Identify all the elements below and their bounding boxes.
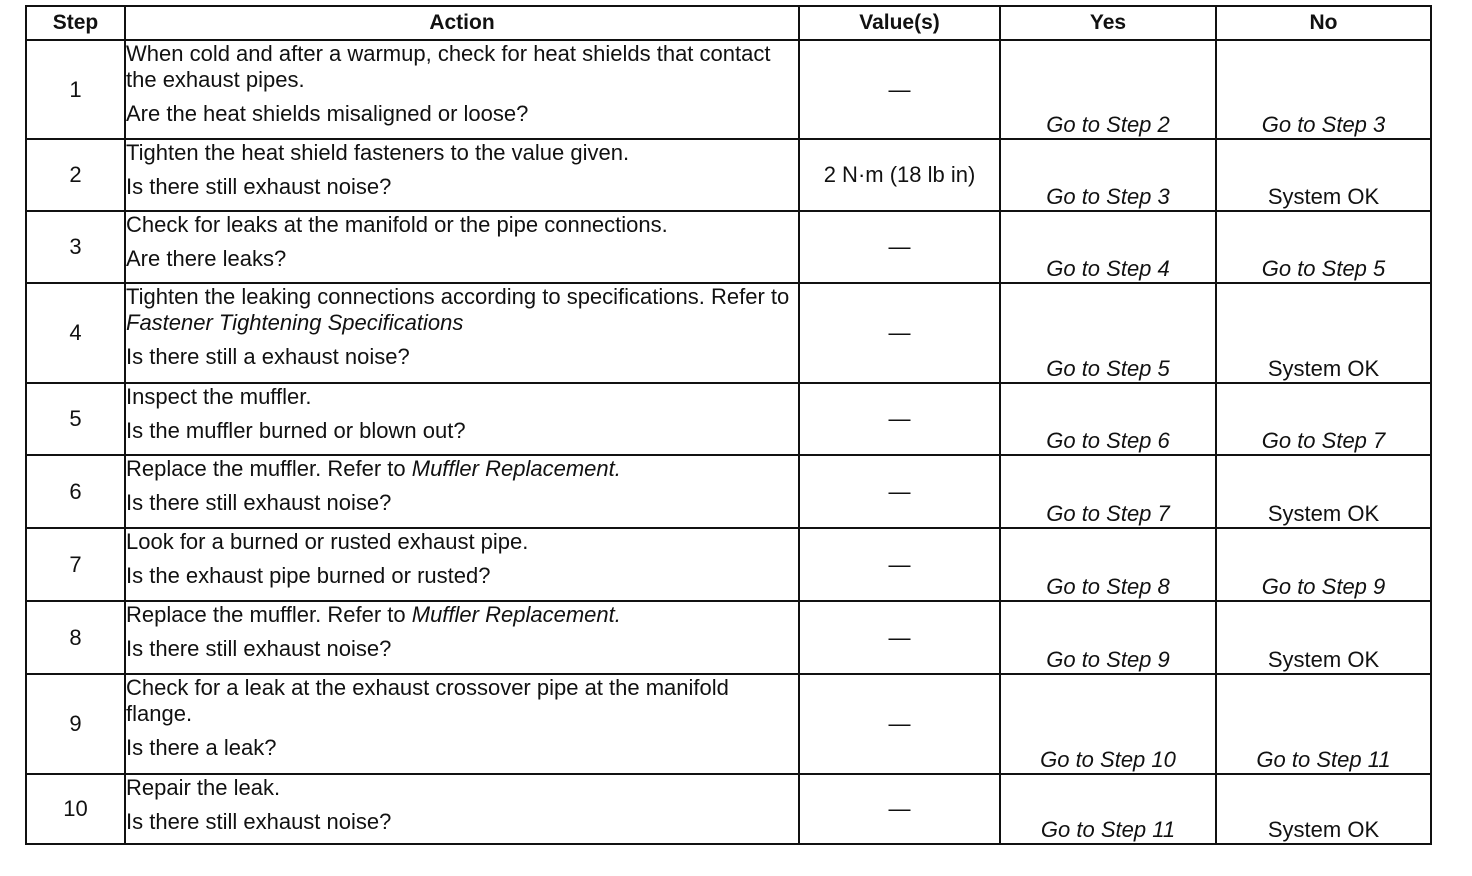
yes-outcome: Go to Step 6 bbox=[1000, 383, 1216, 455]
action-question: Is there still exhaust noise? bbox=[126, 490, 392, 515]
value-cell: — bbox=[799, 674, 1000, 774]
action-text: When cold and after a warmup, check for heat shields that contact the exhaust pipes. bbox=[126, 41, 771, 92]
step-number: 7 bbox=[26, 528, 125, 601]
table-row bbox=[26, 283, 1431, 383]
yes-outcome: Go to Step 2 bbox=[1000, 40, 1216, 139]
action-reference: Muffler Replacement. bbox=[411, 602, 621, 627]
action-text: Check for a leak at the exhaust crossover pipe at the manifold flange. bbox=[126, 675, 729, 726]
action-question: Are the heat shields misaligned or loose? bbox=[126, 101, 529, 126]
step-number: 2 bbox=[26, 139, 125, 211]
table-row bbox=[26, 139, 1431, 211]
action-cell bbox=[125, 528, 799, 601]
step-number: 4 bbox=[26, 283, 125, 383]
step-number: 8 bbox=[26, 601, 125, 674]
header-step: Step bbox=[26, 6, 125, 40]
action-text: Tighten the leaking connections according to specifications. Refer to bbox=[126, 284, 790, 309]
diagnostic-table bbox=[25, 5, 1432, 845]
no-outcome: System OK bbox=[1216, 283, 1431, 383]
no-outcome: Go to Step 5 bbox=[1216, 211, 1431, 283]
header-row bbox=[26, 6, 1431, 40]
action-cell bbox=[125, 139, 799, 211]
no-outcome: Go to Step 11 bbox=[1216, 674, 1431, 774]
action-question: Is there still exhaust noise? bbox=[126, 636, 392, 661]
value-cell: — bbox=[799, 40, 1000, 139]
table-row bbox=[26, 211, 1431, 283]
action-instruction bbox=[126, 384, 798, 410]
header-action: Action bbox=[125, 6, 799, 40]
header-yes: Yes bbox=[1000, 6, 1216, 40]
action-question: Is the muffler burned or blown out? bbox=[126, 418, 466, 443]
value-cell: — bbox=[799, 383, 1000, 455]
action-cell bbox=[125, 383, 799, 455]
yes-outcome: Go to Step 5 bbox=[1000, 283, 1216, 383]
action-reference: Fastener Tightening Specifications bbox=[126, 310, 464, 335]
table-row bbox=[26, 383, 1431, 455]
action-question: Is there still exhaust noise? bbox=[126, 174, 392, 199]
action-question: Is there still a exhaust noise? bbox=[126, 344, 410, 369]
value-cell: — bbox=[799, 528, 1000, 601]
value-cell: — bbox=[799, 601, 1000, 674]
table-row bbox=[26, 674, 1431, 774]
action-question: Are there leaks? bbox=[126, 246, 287, 271]
yes-outcome: Go to Step 4 bbox=[1000, 211, 1216, 283]
header-value: Value(s) bbox=[799, 6, 1000, 40]
value-cell: — bbox=[799, 283, 1000, 383]
step-number: 5 bbox=[26, 383, 125, 455]
action-instruction bbox=[126, 529, 798, 555]
step-number: 1 bbox=[26, 40, 125, 139]
action-text: Check for leaks at the manifold or the pipe connections. bbox=[126, 212, 668, 237]
action-instruction bbox=[126, 140, 798, 166]
action-instruction bbox=[126, 456, 798, 482]
header-no: No bbox=[1216, 6, 1431, 40]
action-instruction bbox=[126, 41, 798, 93]
table-row bbox=[26, 455, 1431, 528]
action-reference: Muffler Replacement. bbox=[411, 456, 621, 481]
action-instruction bbox=[126, 284, 798, 336]
yes-outcome: Go to Step 3 bbox=[1000, 139, 1216, 211]
yes-outcome: Go to Step 9 bbox=[1000, 601, 1216, 674]
yes-outcome: Go to Step 8 bbox=[1000, 528, 1216, 601]
table-row bbox=[26, 601, 1431, 674]
no-outcome: System OK bbox=[1216, 455, 1431, 528]
diagnostic-table-container bbox=[25, 5, 1432, 845]
action-cell bbox=[125, 211, 799, 283]
action-text: Replace the muffler. Refer to bbox=[126, 602, 412, 627]
no-outcome: System OK bbox=[1216, 774, 1431, 844]
action-cell bbox=[125, 283, 799, 383]
action-cell bbox=[125, 774, 799, 844]
step-number: 3 bbox=[26, 211, 125, 283]
no-outcome: Go to Step 3 bbox=[1216, 40, 1431, 139]
yes-outcome: Go to Step 11 bbox=[1000, 774, 1216, 844]
action-text: Inspect the muffler. bbox=[126, 384, 312, 409]
no-outcome: Go to Step 7 bbox=[1216, 383, 1431, 455]
action-instruction bbox=[126, 675, 798, 727]
action-cell bbox=[125, 601, 799, 674]
value-cell: — bbox=[799, 455, 1000, 528]
action-text: Look for a burned or rusted exhaust pipe. bbox=[126, 529, 529, 554]
action-text: Repair the leak. bbox=[126, 775, 281, 800]
value-cell: — bbox=[799, 211, 1000, 283]
yes-outcome: Go to Step 10 bbox=[1000, 674, 1216, 774]
value-cell: 2 N·m (18 lb in) bbox=[799, 139, 1000, 211]
table-row bbox=[26, 528, 1431, 601]
action-question: Is there still exhaust noise? bbox=[126, 809, 392, 834]
no-outcome: System OK bbox=[1216, 601, 1431, 674]
value-cell: — bbox=[799, 774, 1000, 844]
step-number: 6 bbox=[26, 455, 125, 528]
action-text: Tighten the heat shield fasteners to the value given. bbox=[126, 140, 630, 165]
action-cell bbox=[125, 40, 799, 139]
action-instruction bbox=[126, 602, 798, 628]
action-cell bbox=[125, 455, 799, 528]
action-text: Replace the muffler. Refer to bbox=[126, 456, 412, 481]
action-instruction bbox=[126, 775, 798, 801]
step-number: 9 bbox=[26, 674, 125, 774]
yes-outcome: Go to Step 7 bbox=[1000, 455, 1216, 528]
no-outcome: System OK bbox=[1216, 139, 1431, 211]
table-row bbox=[26, 774, 1431, 844]
action-cell bbox=[125, 674, 799, 774]
step-number: 10 bbox=[26, 774, 125, 844]
action-question: Is there a leak? bbox=[126, 735, 277, 760]
no-outcome: Go to Step 9 bbox=[1216, 528, 1431, 601]
table-row bbox=[26, 40, 1431, 139]
action-instruction bbox=[126, 212, 798, 238]
action-question: Is the exhaust pipe burned or rusted? bbox=[126, 563, 491, 588]
